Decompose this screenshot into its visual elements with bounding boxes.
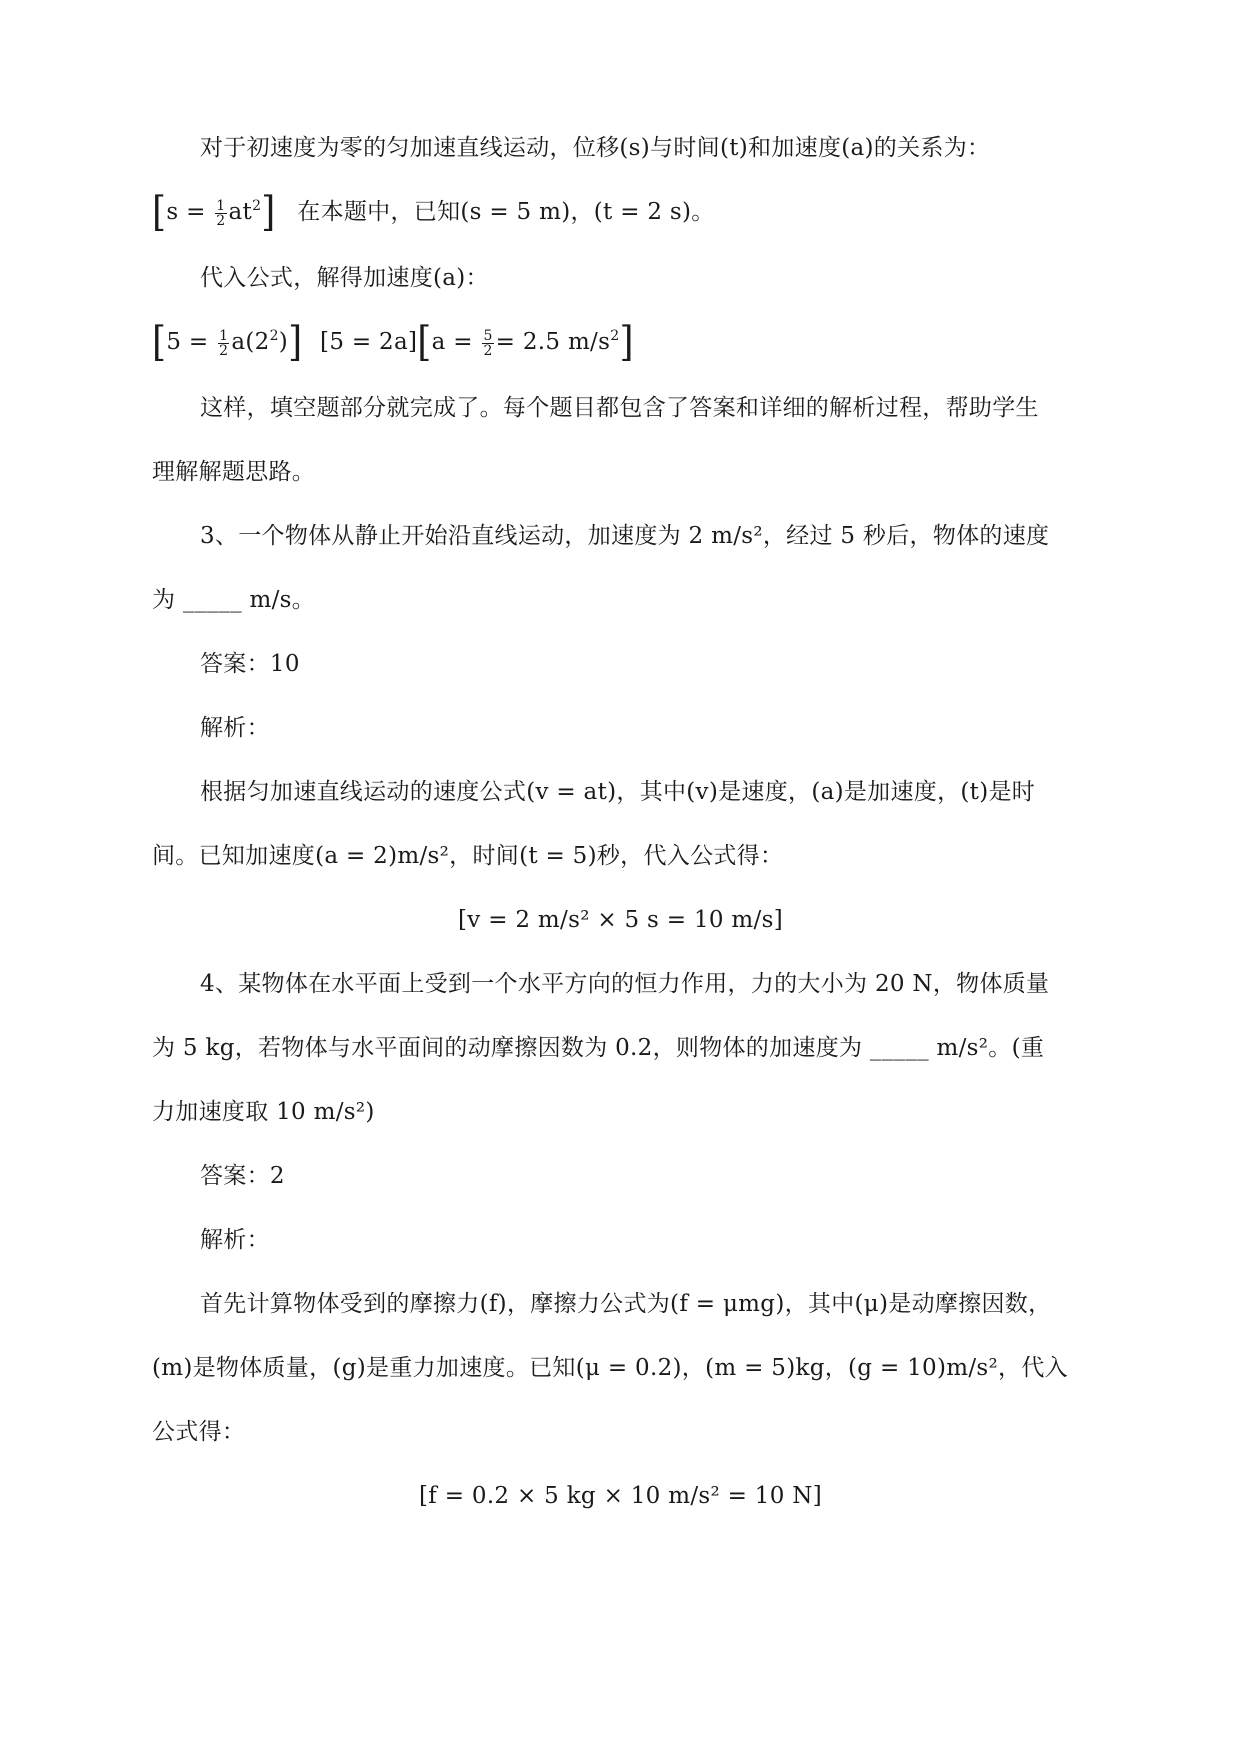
paragraph-line: 首先计算物体受到的摩擦力(f)，摩擦力公式为(f = μmg)，其中(μ)是动摩擦因数，	[200, 1291, 1052, 1317]
formula-acceleration	[152, 318, 634, 366]
paragraph-line: (m)是物体质量，(g)是重力加速度。已知(μ = 0.2)，(m = 5)kg，(g = 10)m/s²，代入	[152, 1355, 1068, 1381]
answer-line: 答案：2	[200, 1163, 285, 1189]
formula-rhs: at	[228, 199, 253, 225]
formula-velocity: [v = 2 m/s² × 5 s = 10 m/s]	[458, 907, 783, 933]
paragraph-line: 对于初速度为零的匀加速直线运动，位移(s)与时间(t)和加速度(a)的关系为：	[200, 135, 991, 161]
fraction-numerator: 1	[219, 327, 229, 344]
paragraph-line: 代入公式，解得加速度(a)：	[200, 265, 489, 291]
right-bracket: ]	[261, 188, 276, 236]
paragraph-line: 公式得：	[152, 1419, 246, 1445]
formula-exponent: 2	[269, 328, 279, 344]
fraction	[215, 199, 226, 228]
formula-exponent: 2	[610, 328, 620, 344]
left-bracket: [	[152, 318, 167, 366]
question-line: 为 _____ m/s。	[152, 587, 316, 613]
fraction-denominator: 2	[483, 342, 493, 359]
answer-line: 答案：10	[200, 651, 300, 677]
right-bracket: ]	[288, 318, 303, 366]
question-line: 4、某物体在水平面上受到一个水平方向的恒力作用，力的大小为 20 N，物体质量	[200, 971, 1050, 997]
fraction	[218, 329, 229, 358]
fraction-denominator: 2	[216, 212, 226, 229]
paragraph-line: 根据匀加速直线运动的速度公式(v = at)，其中(v)是速度，(a)是加速度，(t)是时	[200, 779, 1036, 805]
paragraph-line: 这样，填空题部分就完成了。每个题目都包含了答案和详细的解析过程，帮助学生	[200, 395, 1039, 421]
formula-close-paren: )	[278, 329, 289, 355]
formula-lhs: s =	[166, 199, 206, 225]
formula-part2: [5 = 2a]	[320, 329, 418, 355]
paragraph-inline-text: 在本题中，已知(s = 5 m)，(t = 2 s)。	[297, 199, 715, 225]
formula-displacement	[152, 188, 715, 236]
formula-rhs: a(2	[231, 329, 270, 355]
question-line: 3、一个物体从静止开始沿直线运动，加速度为 2 m/s²，经过 5 秒后，物体的速度	[200, 523, 1050, 549]
fraction-numerator: 1	[216, 197, 226, 214]
formula-lhs: a =	[431, 329, 473, 355]
formula-lhs: 5 =	[166, 329, 209, 355]
fraction	[482, 329, 493, 358]
fraction-numerator: 5	[483, 327, 493, 344]
fraction-denominator: 2	[219, 342, 229, 359]
formula-rhs: = 2.5 m/s	[495, 329, 611, 355]
right-bracket: ]	[619, 318, 634, 366]
formula-exponent: 2	[252, 198, 262, 214]
formula-friction: [f = 0.2 × 5 kg × 10 m/s² = 10 N]	[419, 1483, 822, 1509]
question-line: 力加速度取 10 m/s²)	[152, 1099, 375, 1125]
left-bracket: [	[152, 188, 167, 236]
analysis-heading: 解析：	[200, 715, 270, 741]
question-line: 为 5 kg，若物体与水平面间的动摩擦因数为 0.2，则物体的加速度为 _____ m/s²。(重	[152, 1035, 1045, 1061]
paragraph-line: 理解解题思路。	[152, 459, 316, 485]
paragraph-line: 间。已知加速度(a = 2)m/s²，时间(t = 5)秒，代入公式得：	[152, 843, 784, 869]
analysis-heading: 解析：	[200, 1227, 270, 1253]
left-bracket: [	[417, 318, 432, 366]
